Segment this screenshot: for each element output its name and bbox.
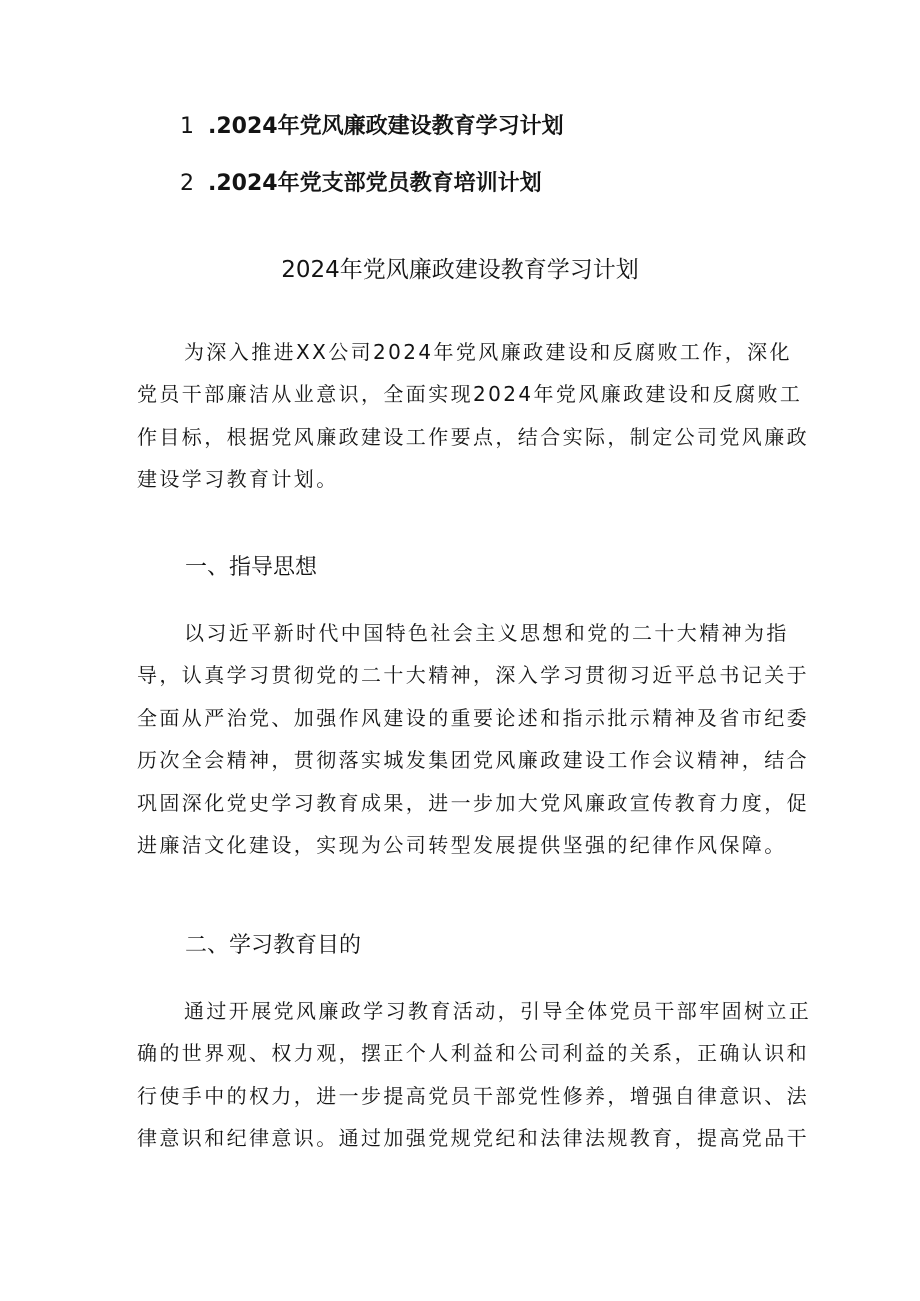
intro-paragraph xyxy=(137,331,809,501)
document-title: 2024年党风廉政建设教育学习计划 xyxy=(281,257,639,283)
guiding-ideology-paragraph xyxy=(137,612,809,866)
toc-item-text: .2024年党支部党员教育培训计划 xyxy=(208,171,542,196)
paragraph-line: 作目标，根据党风廉政建设工作要点，结合实际，制定公司党风廉政 xyxy=(137,424,809,449)
paragraph-line: 历次全会精神，贯彻落实城发集团党风廉政建设工作会议精神，结合 xyxy=(137,748,809,773)
section-heading-learning-purpose: 二、学习教育目的 xyxy=(185,933,362,958)
toc-item-number: 2 xyxy=(180,171,194,196)
paragraph-line: 律意识和纪律意识。通过加强党规党纪和法律法规教育，提高党品干 xyxy=(137,1126,809,1151)
toc-item-text: .2024年党风廉政建设教育学习计划 xyxy=(208,114,564,139)
paragraph-line: 导，认真学习贯彻党的二十大精神，深入学习贯彻习近平总书记关于 xyxy=(137,663,809,688)
section-heading-guiding-ideology: 一、指导思想 xyxy=(185,555,318,580)
paragraph-line: 进廉洁文化建设，实现为公司转型发展提供坚强的纪律作风保障。 xyxy=(137,833,787,858)
toc-item-2[interactable] xyxy=(180,169,542,199)
paragraph-line: 为深入推进XX公司2024年党风廉政建设和反腐败工作，深化 xyxy=(184,340,792,364)
paragraph-line: 通过开展党风廉政学习教育活动，引导全体党员干部牢固树立正 xyxy=(184,999,812,1023)
toc-item-number: 1 xyxy=(180,114,194,139)
paragraph-line: 建设学习教育计划。 xyxy=(137,467,339,492)
paragraph-line: 确的世界观、权力观，摆正个人利益和公司利益的关系，正确认识和 xyxy=(137,1041,809,1066)
toc-item-1[interactable] xyxy=(180,112,564,142)
paragraph-line: 党员干部廉洁从业意识，全面实现2024年党风廉政建设和反腐败工 xyxy=(137,382,803,407)
paragraph-line: 行使手中的权力，进一步提高党员干部党性修养，增强自律意识、法 xyxy=(137,1083,809,1108)
paragraph-line: 巩固深化党史学习教育成果，进一步加大党风廉政宣传教育力度，促 xyxy=(137,790,809,815)
learning-purpose-paragraph xyxy=(137,990,812,1160)
paragraph-line: 全面从严治党、加强作风建设的重要论述和指示批示精神及省市纪委 xyxy=(137,705,809,730)
paragraph-line: 以习近平新时代中国特色社会主义思想和党的二十大精神为指 xyxy=(184,621,789,645)
